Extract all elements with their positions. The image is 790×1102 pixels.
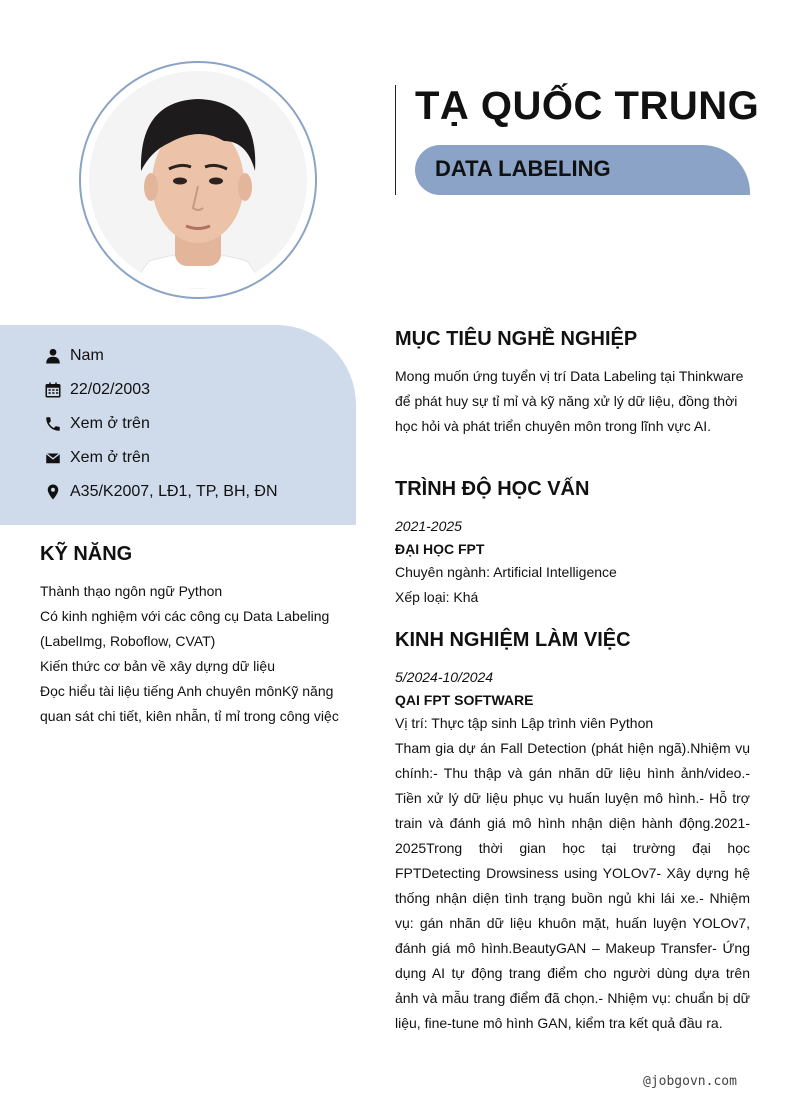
contact-address bbox=[44, 480, 278, 504]
contact-gender bbox=[44, 344, 104, 368]
candidate-role: DATA LABELING bbox=[435, 156, 611, 181]
education-grade: Xếp loại: Khá bbox=[395, 589, 479, 605]
experience-company: QAI FPT SOFTWARE bbox=[395, 692, 534, 708]
objective-text: Mong muốn ứng tuyển vị trí Data Labeling tại Thinkware để phát huy sự tỉ mỉ và kỹ năng xử lý dữ liệu, đồng thời học hỏi và phát triển chuyên môn trong lĩnh vực AI. bbox=[395, 368, 744, 434]
footer-watermark: @jobgovn.com bbox=[643, 1074, 737, 1089]
skills-heading: KỸ NĂNG bbox=[40, 543, 133, 565]
skill-item: Đọc hiểu tài liệu tiếng Anh chuyên mônKỹ năng bbox=[40, 683, 334, 699]
skill-item: Thành thạo ngôn ngữ Python bbox=[40, 583, 223, 599]
skill-item: quan sát chi tiết, kiên nhẫn, tỉ mỉ trong công việc bbox=[40, 708, 339, 724]
education-heading: TRÌNH ĐỘ HỌC VẤN bbox=[395, 478, 590, 500]
person-icon bbox=[44, 347, 62, 365]
skill-item: (LabelImg, Roboflow, CVAT) bbox=[40, 633, 216, 649]
contact-email bbox=[44, 446, 150, 470]
experience-heading: KINH NGHIỆM LÀM VIỆC bbox=[395, 629, 631, 651]
experience-position: Vị trí: Thực tập sinh Lập trình viên Python bbox=[395, 715, 654, 731]
mail-icon bbox=[44, 449, 62, 467]
birthday-text: 22/02/2003 bbox=[70, 381, 151, 398]
experience-period: 5/2024-10/2024 bbox=[395, 669, 494, 685]
avatar bbox=[89, 71, 307, 289]
profile-photo-icon bbox=[89, 71, 307, 289]
email-text: Xem ở trên bbox=[70, 449, 150, 466]
address-text: A35/K2007, LĐ1, TP, BH, ĐN bbox=[70, 483, 278, 500]
skills-list bbox=[40, 579, 350, 729]
skill-item: Có kinh nghiệm với các công cụ Data Labeling bbox=[40, 608, 330, 624]
calendar-icon bbox=[44, 381, 62, 399]
contact-birthday bbox=[44, 378, 150, 402]
education-major: Chuyên ngành: Artificial Intelligence bbox=[395, 564, 617, 580]
experience-description: Tham gia dự án Fall Detection (phát hiện ngã).Nhiệm vụ chính:- Thu thập và gán nhãn dữ liệu hình ảnh/video.- Tiền xử lý dữ liệu phục vụ huấn luyện mô hình.- Hỗ trợ train và đánh giá mô hình nhận diện hành động.2021-2025Trong thời gian học tại trường đại học FPTDetecting Drowsiness using YOLOv7- Xây dựng hệ thống nhận diện tình trạng buồn ngủ khi lái xe.- Nhiệm vụ: gán nhãn dữ liệu khuôn mặt, huấn luyện YOLOv7, đánh giá mô hình.BeautyGAN – Makeup Transfer- Ứng dụng AI tự động trang điểm cho người dùng dựa trên ảnh và mẫu trang điểm đã chọn.- Nhiệm vụ: chuẩn bị dữ liệu, fine-tune mô hình GAN, kiểm tra kết quả đầu ra. bbox=[395, 740, 750, 1031]
education-school: ĐẠI HỌC FPT bbox=[395, 541, 485, 557]
objective-heading: MỤC TIÊU NGHỀ NGHIỆP bbox=[395, 328, 638, 350]
candidate-name: TẠ QUỐC TRUNG bbox=[415, 84, 760, 128]
phone-icon bbox=[44, 415, 62, 433]
phone-text: Xem ở trên bbox=[70, 415, 150, 432]
header-divider bbox=[395, 85, 396, 195]
location-pin-icon bbox=[44, 483, 62, 501]
education-period: 2021-2025 bbox=[395, 518, 462, 534]
skill-item: Kiến thức cơ bản về xây dựng dữ liệu bbox=[40, 658, 275, 674]
contact-phone bbox=[44, 412, 150, 436]
gender-text: Nam bbox=[70, 347, 104, 364]
